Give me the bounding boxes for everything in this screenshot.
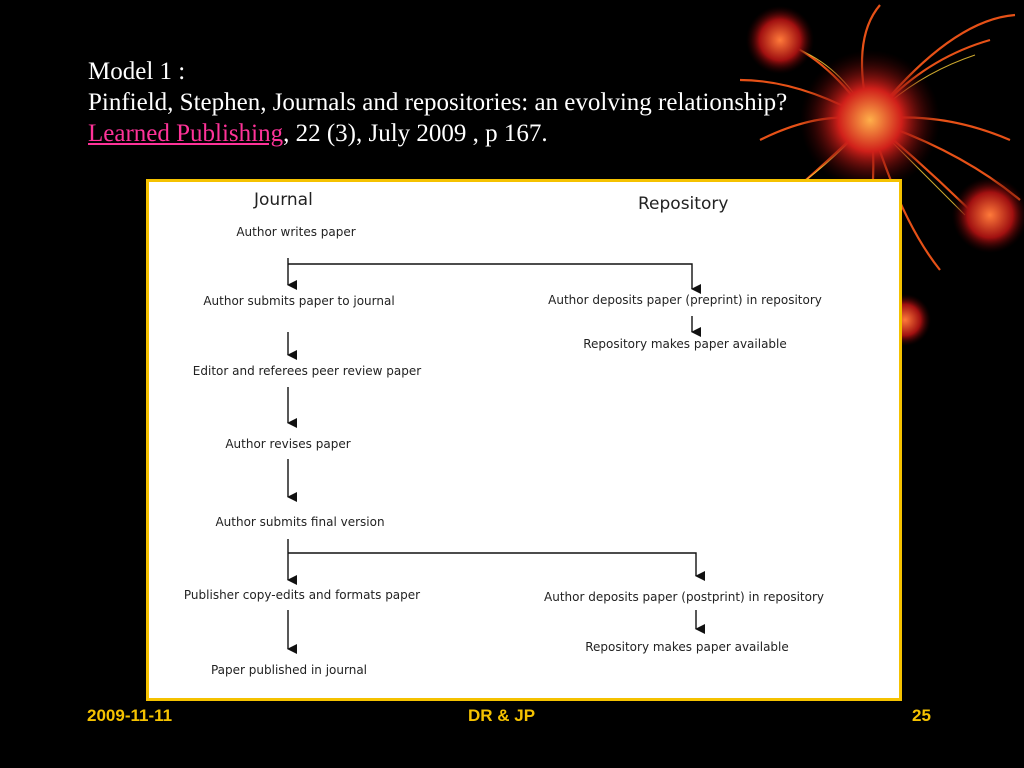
slide-heading (88, 56, 928, 149)
learned-publishing-link[interactable]: Learned Publishing (88, 120, 284, 147)
step-author-revises: Author revises paper (225, 437, 351, 451)
repository-column-title: Repository (638, 194, 729, 214)
step-submit-journal: Author submits paper to journal (203, 294, 395, 308)
arrow-final-to-postprint (288, 553, 696, 576)
workflow-diagram (146, 179, 902, 701)
step-published: Paper published in journal (210, 663, 368, 677)
heading-citation-title: Pinfield, Stephen, Journals and repositories: an evolving relationship? (88, 89, 788, 116)
heading-citation-details: , 22 (3), July 2009 , p 167. (283, 120, 548, 147)
journal-column-title: Journal (254, 190, 313, 210)
step-deposit-postprint: Author deposits paper (postprint) in repository (544, 590, 824, 604)
step-postprint-available: Repository makes paper available (585, 640, 789, 654)
footer-page-number: 25 (912, 706, 931, 725)
step-final-version: Author submits final version (215, 515, 385, 529)
step-peer-review: Editor and referees peer review paper (192, 364, 422, 378)
step-copy-edit: Publisher copy-edits and formats paper (183, 588, 421, 602)
step-deposit-preprint: Author deposits paper (preprint) in repository (548, 293, 822, 307)
arrow-write-to-preprint (288, 264, 692, 289)
step-author-writes: Author writes paper (236, 225, 356, 239)
step-preprint-available: Repository makes paper available (583, 337, 787, 351)
heading-model-label: Model 1 : (88, 58, 186, 85)
footer-date: 2009-11-11 (87, 706, 173, 725)
heading-citation-source (88, 118, 928, 149)
footer-authors: DR & JP (468, 706, 536, 725)
